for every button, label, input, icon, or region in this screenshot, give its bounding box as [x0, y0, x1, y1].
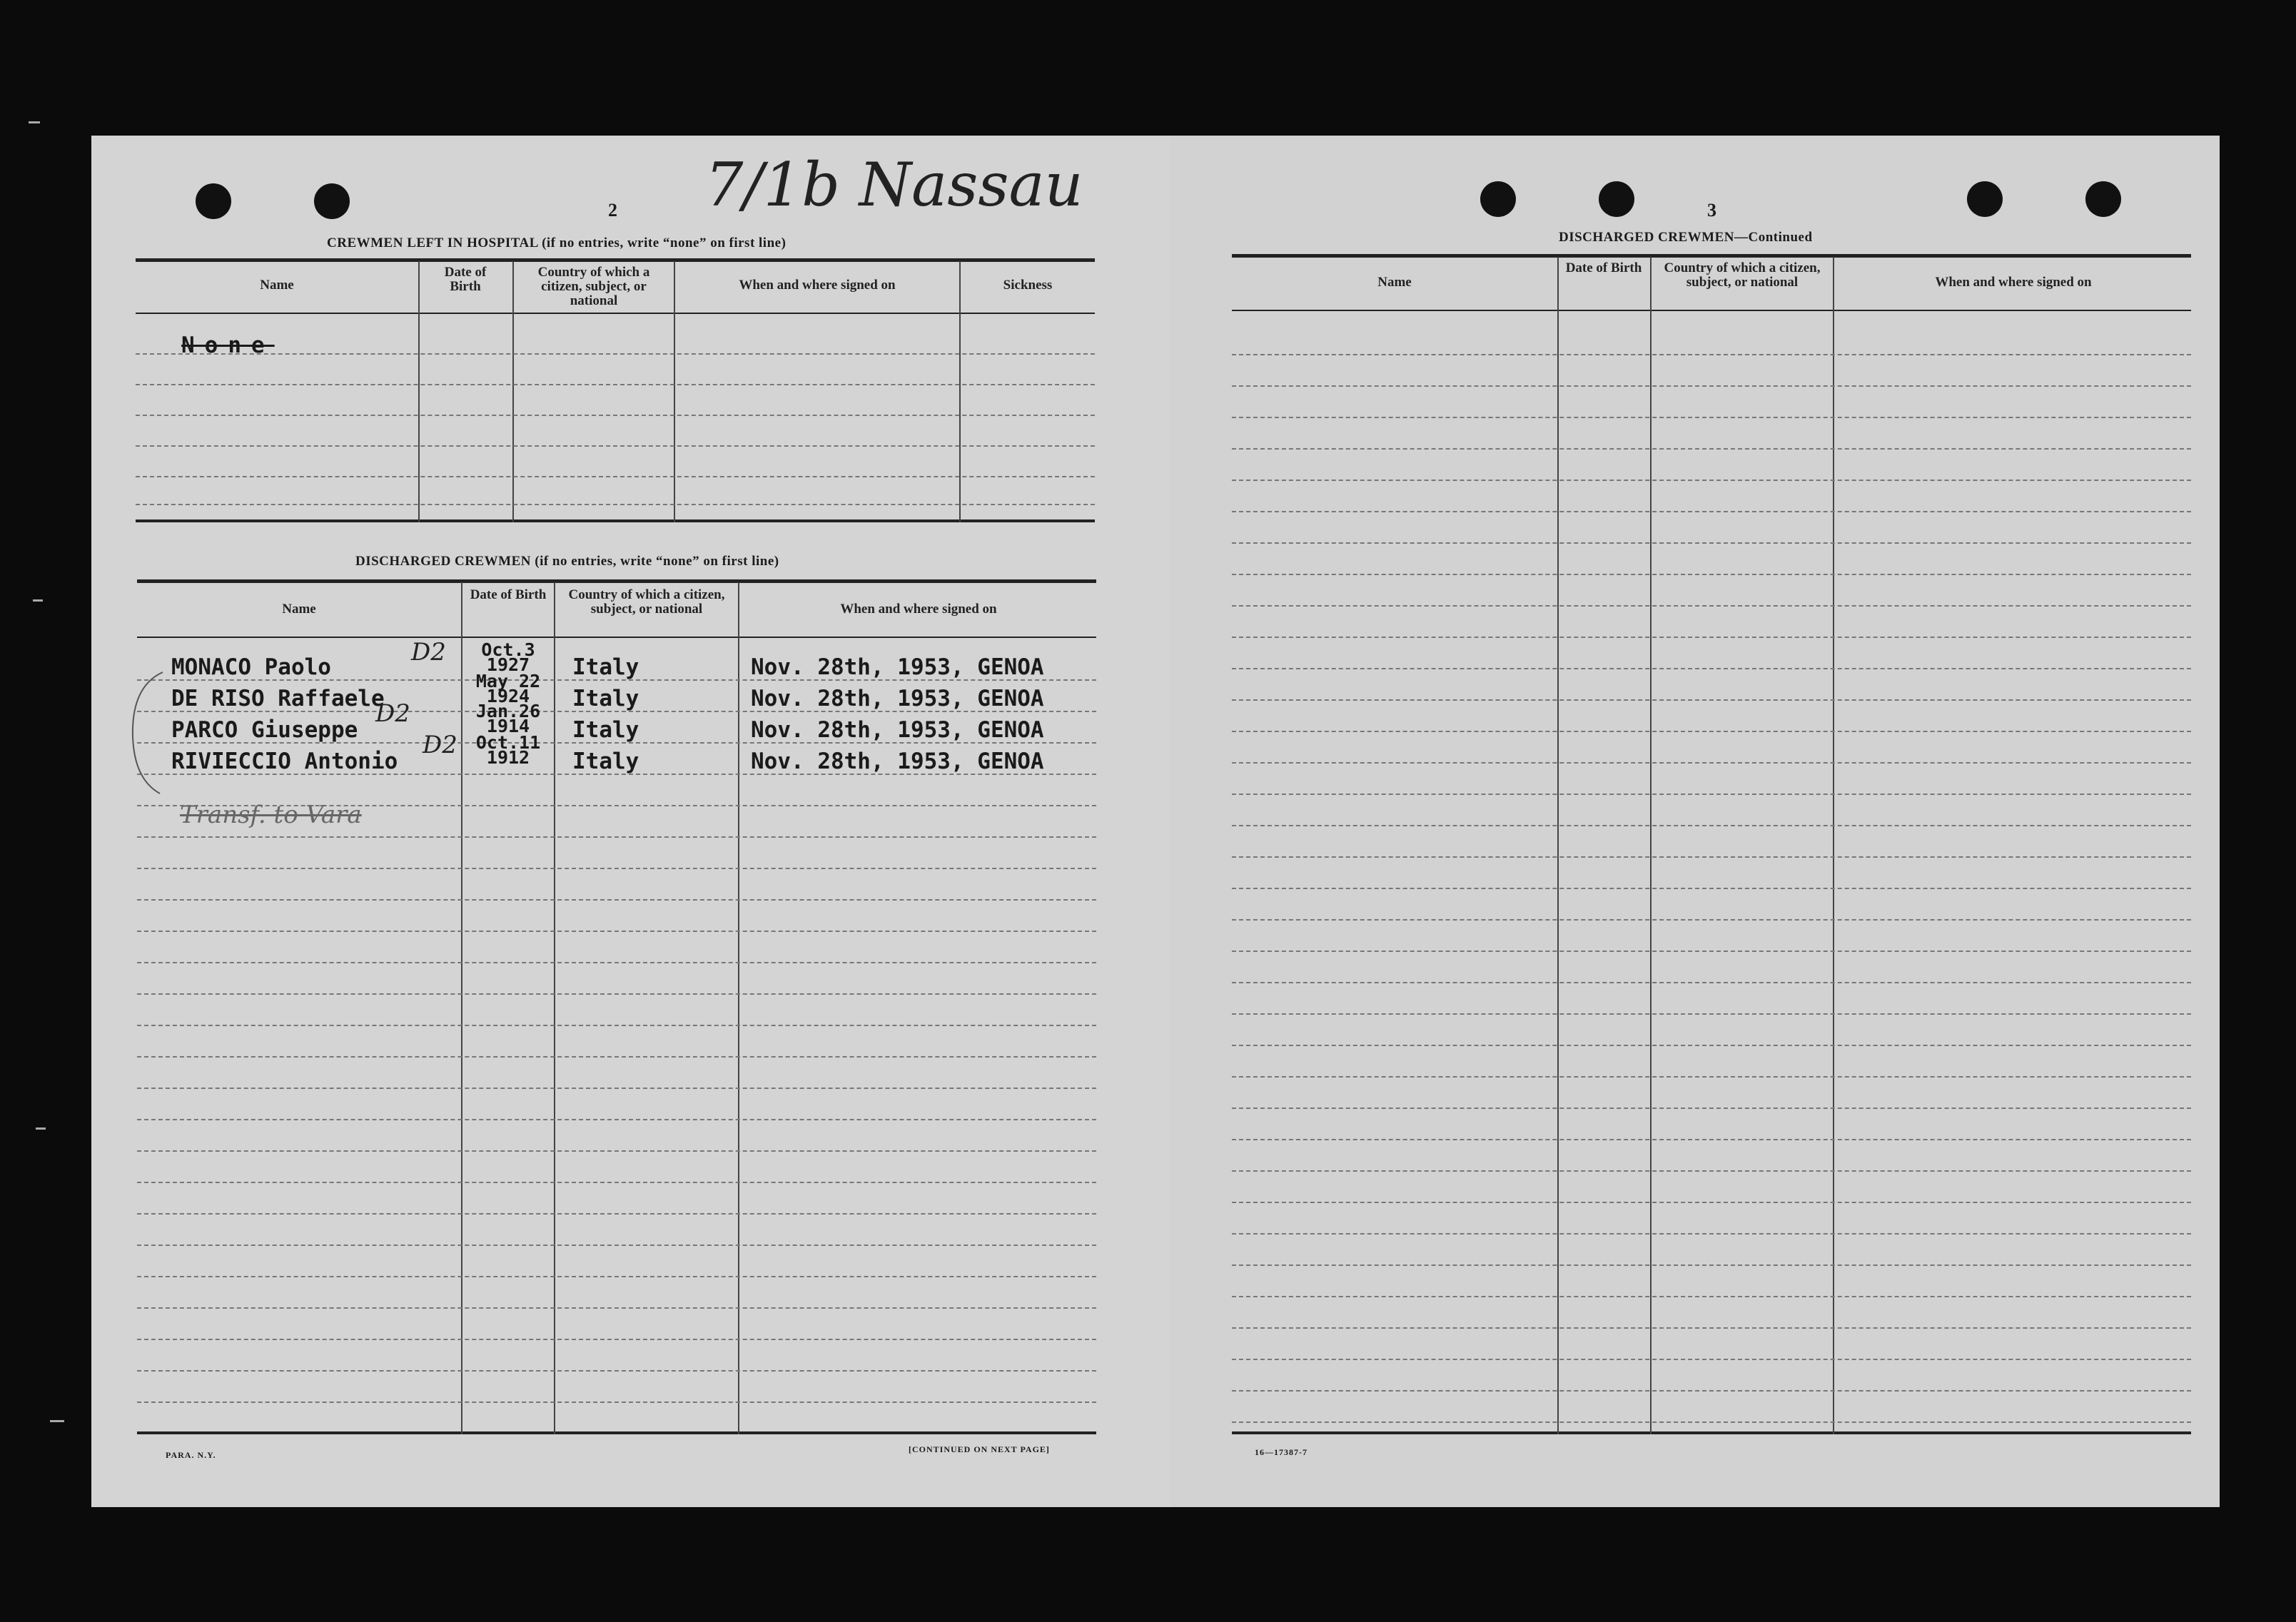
crew-note: D2 [375, 699, 410, 728]
hospital-col-sickness: Sickness [1003, 278, 1053, 293]
ruled-line [1232, 1233, 2191, 1235]
ruled-line [1232, 1390, 2191, 1392]
ruled-line [137, 962, 1096, 963]
ruled-line [1232, 794, 2191, 795]
crew-name: RIVIECCIO Antonio [171, 749, 398, 774]
crew-note: D2 [423, 731, 457, 759]
ruled-line [1232, 951, 2191, 952]
ruled-line [1232, 731, 2191, 732]
continued-col-name: Name [1377, 275, 1412, 290]
ruled-line [1232, 1202, 2191, 1203]
discharged-section-title: DISCHARGED CREWMEN (if no entries, write “none” on first line) [355, 554, 779, 569]
ruled-line [137, 1056, 1096, 1058]
crew-name: MONACO Paolo [171, 654, 331, 680]
hospital-col-signed-on: When and where signed on [739, 278, 896, 293]
ruled-line [137, 836, 1096, 838]
crew-name: DE RISO Raffaele [171, 686, 385, 711]
ruled-line [1232, 699, 2191, 701]
crew-country: Italy [572, 654, 639, 680]
ruled-line [1232, 1359, 2191, 1360]
ruled-line [1232, 1139, 2191, 1140]
handwritten-header: 7/1b Nassau [705, 150, 1083, 220]
crew-country: Italy [572, 717, 639, 743]
ruled-line [137, 1370, 1096, 1372]
discharged-continued-table [1232, 254, 2191, 1434]
ruled-line [1232, 637, 2191, 638]
discharged-table [137, 579, 1096, 1434]
crew-country: Italy [572, 686, 639, 711]
margin-mark [33, 599, 43, 602]
ruled-line [1232, 919, 2191, 921]
ruled-line [1232, 1296, 2191, 1297]
punch-hole [1480, 181, 1516, 217]
ruled-line [137, 1276, 1096, 1277]
ruled-line [1232, 856, 2191, 858]
ruled-line [137, 899, 1096, 901]
crew-signed-on: Nov. 28th, 1953, GENOA [751, 686, 1044, 711]
ruled-line [137, 931, 1096, 932]
ruled-line [1232, 511, 2191, 512]
discharged-col-dob: Date of Birth [470, 587, 547, 602]
ruled-line [1232, 574, 2191, 575]
ruled-line [137, 1119, 1096, 1120]
handwritten-annotation: Transf. to Vara [180, 801, 362, 829]
crew-dob: Oct.3 1927 [481, 639, 535, 675]
margin-mark [36, 1127, 46, 1130]
ruled-line [1232, 1264, 2191, 1266]
ruled-line [137, 1245, 1096, 1246]
crew-country: Italy [572, 749, 639, 774]
ruled-line [137, 1213, 1096, 1215]
crew-dob: May 22 1924 [475, 671, 541, 706]
ruled-line [1232, 605, 2191, 607]
ruled-line [1232, 825, 2191, 826]
punch-hole [314, 183, 350, 219]
ruled-line [137, 1307, 1096, 1309]
discharged-col-country: Country of which a citizen, subject, or national [568, 587, 725, 617]
ruled-line [1232, 542, 2191, 544]
continued-col-signed-on: When and where signed on [1935, 275, 2092, 290]
punch-hole [196, 183, 231, 219]
crew-signed-on: Nov. 28th, 1953, GENOA [751, 749, 1044, 774]
ruled-line [1232, 1107, 2191, 1109]
continued-col-country: Country of which a citizen, subject, or national [1664, 260, 1821, 290]
ruled-line [1232, 1327, 2191, 1329]
crew-signed-on: Nov. 28th, 1953, GENOA [751, 717, 1044, 743]
ruled-line [1232, 1076, 2191, 1078]
ruled-line [137, 1401, 1096, 1403]
ruled-line [137, 1088, 1096, 1089]
ruled-line [1232, 762, 2191, 764]
ruled-line [1232, 417, 2191, 418]
hospital-none-entry: None [181, 333, 275, 358]
right-page [1170, 136, 2220, 1507]
ruled-line [1232, 480, 2191, 481]
ruled-line [137, 1182, 1096, 1183]
ruled-line [1232, 982, 2191, 983]
ruled-line [1232, 354, 2191, 355]
ruled-line [137, 1150, 1096, 1152]
handwritten-bracket [127, 658, 170, 801]
discharged-continued-title: DISCHARGED CREWMEN—Continued [1559, 230, 1813, 245]
ruled-line [1232, 385, 2191, 387]
discharged-col-signed-on: When and where signed on [840, 602, 997, 617]
crew-dob: Oct.11 1912 [475, 732, 541, 768]
page-number: 3 [1707, 200, 1716, 221]
ruled-line [1232, 1013, 2191, 1015]
hospital-col-dob: Date of Birth [444, 265, 487, 294]
page-number: 2 [608, 200, 617, 221]
hospital-col-country: Country of which a citizen, subject, or national [537, 265, 650, 308]
ruled-line [1232, 1421, 2191, 1423]
discharged-col-name: Name [282, 602, 316, 617]
crew-dob: Jan.26 1914 [475, 701, 541, 736]
crew-name: PARCO Giuseppe [171, 717, 358, 743]
margin-mark [50, 1420, 64, 1422]
continued-note: [CONTINUED ON NEXT PAGE] [909, 1444, 1050, 1454]
continued-col-dob: Date of Birth [1565, 260, 1642, 275]
left-page [91, 136, 1208, 1507]
form-number: 16—17387-7 [1255, 1447, 1308, 1457]
ruled-line [137, 1025, 1096, 1026]
ruled-line [1232, 888, 2191, 889]
crew-note: D2 [411, 638, 446, 666]
hospital-col-name: Name [260, 278, 294, 293]
ruled-line [137, 1339, 1096, 1340]
margin-mark [29, 121, 40, 123]
ruled-line [1232, 1045, 2191, 1046]
ruled-line [137, 868, 1096, 869]
crew-signed-on: Nov. 28th, 1953, GENOA [751, 654, 1044, 680]
ruled-line [137, 993, 1096, 995]
printer-mark: PARA. N.Y. [166, 1450, 216, 1460]
punch-hole [1599, 181, 1634, 217]
ruled-line [1232, 668, 2191, 669]
hospital-section-title: CREWMEN LEFT IN HOSPITAL (if no entries, write “none” on first line) [327, 235, 787, 250]
hospital-table [136, 258, 1095, 522]
ruled-line [1232, 448, 2191, 450]
punch-hole [1967, 181, 2003, 217]
punch-hole [2085, 181, 2121, 217]
ruled-line [1232, 1170, 2191, 1172]
